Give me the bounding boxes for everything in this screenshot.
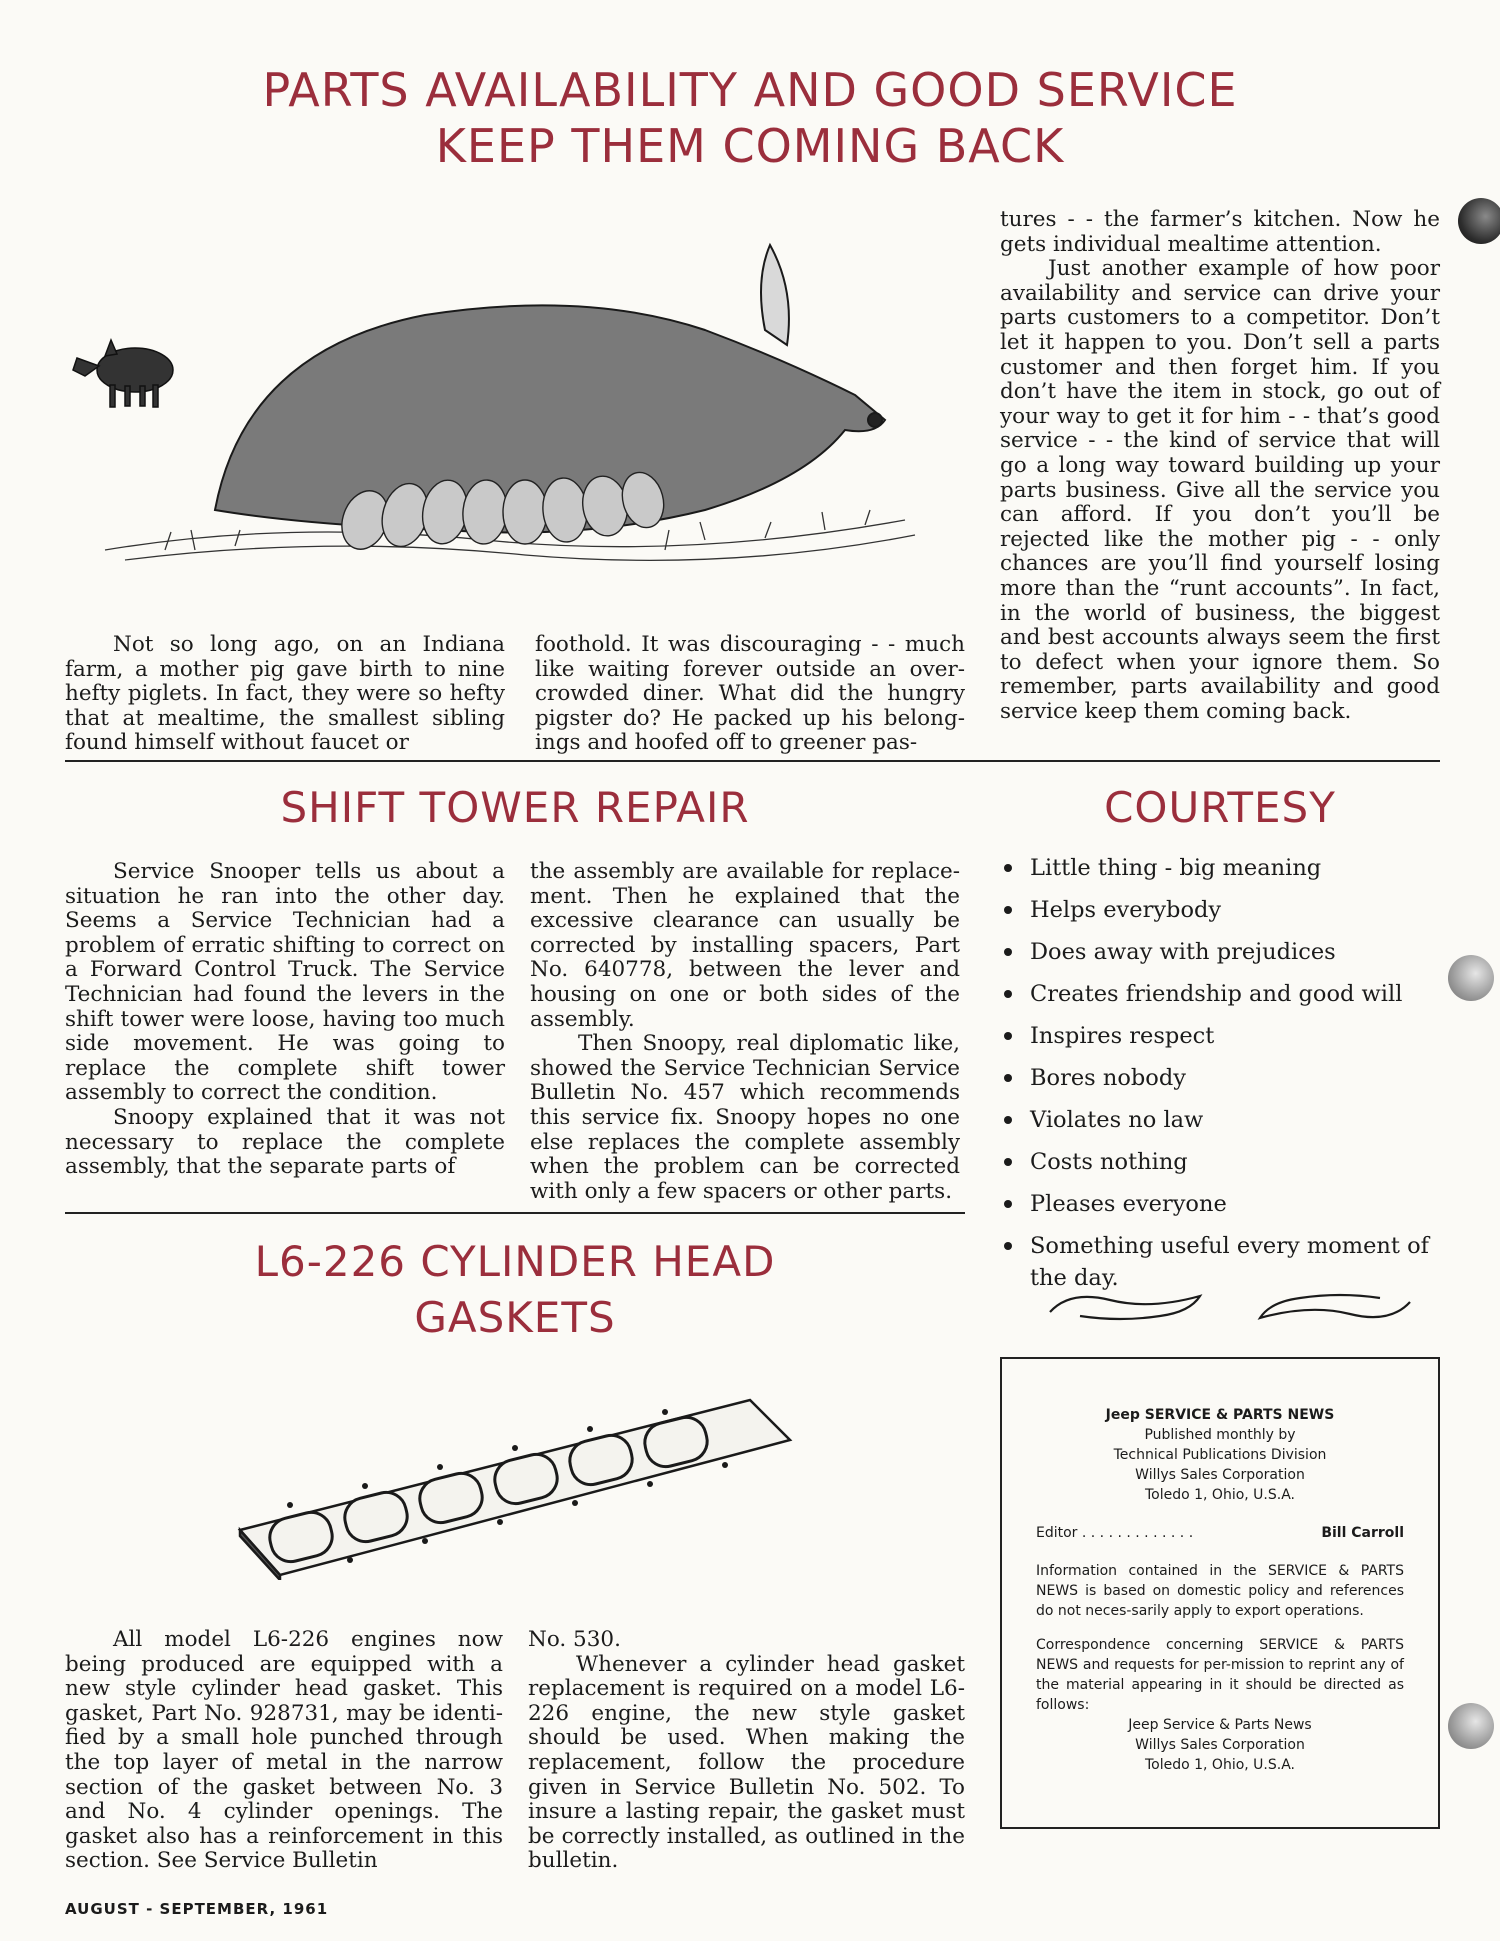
small-pig-icon bbox=[73, 340, 173, 407]
issue-date: AUGUST - SEPTEMBER, 1961 bbox=[65, 1900, 329, 1918]
story1-column-1 bbox=[65, 633, 505, 756]
binder-hole-middle bbox=[1448, 955, 1494, 1001]
gasket-column-1 bbox=[65, 1628, 503, 1874]
courtesy-item: Little thing - big meaning bbox=[1000, 852, 1440, 884]
gasket-title-line-1: L6-226 CYLINDER HEAD bbox=[254, 1237, 776, 1286]
story1-column-2 bbox=[535, 633, 965, 756]
address-line-2: Willys Sales Corporation bbox=[1135, 1737, 1305, 1753]
address-line-1: Jeep Service & Parts News bbox=[1128, 1717, 1312, 1733]
divider-top bbox=[65, 760, 1440, 762]
gasket-col2-para1: No. 530. bbox=[528, 1627, 621, 1652]
gasket-column-2 bbox=[528, 1628, 965, 1874]
courtesy-item: Helps everybody bbox=[1000, 894, 1440, 926]
gasket-illustration bbox=[230, 1380, 800, 1580]
courtesy-item: Does away with prejudices bbox=[1000, 936, 1440, 968]
courtesy-item: Costs nothing bbox=[1000, 1146, 1440, 1178]
courtesy-item: Violates no law bbox=[1000, 1104, 1440, 1136]
gasket-headline bbox=[65, 1234, 965, 1346]
editor-name: Bill Carroll bbox=[1321, 1525, 1404, 1541]
shift-col2-para1: the assembly are available for replace-ment. Then he explained that the excessive clearance can usually be corrected by installing spacers, Part No. 640778, between the lever and housing on one or both sides of the assembly. bbox=[530, 859, 960, 1032]
divider-middle bbox=[65, 1212, 965, 1214]
binder-hole-top bbox=[1458, 198, 1500, 244]
story1-col1-text: Not so long ago, on an Indiana farm, a mother pig gave birth to nine hefty piglets. In fact, they were so hefty that at mealtime, the smallest sibling found himself without faucet or bbox=[65, 632, 505, 756]
shift-col1-para1: Service Snooper tells us about a situation he ran into the other day. Seems a Service Technician had a problem of erratic shifting to correct on a Forward Control Truck. The Service Technician had found the levers in the shift tower were loose, having too much side movement. He was going to replace the complete shift tower assembly to correct the condition. bbox=[65, 859, 505, 1106]
info-disclaimer: Information contained in the SERVICE & PARTS NEWS is based on domestic policy and references do not neces-sarily apply to export operations. bbox=[1036, 1563, 1404, 1619]
headline-line-1: PARTS AVAILABILITY AND GOOD SERVICE bbox=[262, 63, 1238, 117]
shift-col1-para2: Snoopy explained that it was not necessary to replace the complete assembly, that the separate parts of bbox=[65, 1104, 505, 1180]
courtesy-item: Bores nobody bbox=[1000, 1062, 1440, 1094]
gasket-col1-text: All model L6-226 engines now being produced are equipped with a new style cylinder head gasket. This gasket, Part No. 928731, may be identi-fied by a small hole punched through the top layer of metal in the narrow section of the gasket between No. 3 and No. 4 cylinder openings. The gasket also has a reinforcement in this section. See Service Bulletin bbox=[65, 1627, 503, 1874]
pig-illustration bbox=[65, 220, 965, 600]
headline-line-2: KEEP THEM COMING BACK bbox=[435, 119, 1065, 173]
info-correspondence: Correspondence concerning SERVICE & PARTS NEWS and requests for per-mission to reprint any of the material appearing in it should be directed as follows: bbox=[1036, 1637, 1404, 1713]
gasket-col2-para2: Whenever a cylinder head gasket replacement is required on a model L6-226 engine, the new style gasket should be used. When making the replacement, follow the procedure given in Service Bulletin No. 502. To insure a lasting repair, the gasket must be correctly installed, as outlined in the bulletin. bbox=[528, 1651, 965, 1874]
info-line-3: Technical Publications Division bbox=[1113, 1447, 1327, 1463]
courtesy-item: Creates friendship and good will bbox=[1000, 978, 1440, 1010]
info-line-1: Jeep SERVICE & PARTS NEWS bbox=[1105, 1407, 1335, 1423]
address-line-3: Toledo 1, Ohio, U.S.A. bbox=[1144, 1757, 1295, 1773]
courtesy-item: Pleases everyone bbox=[1000, 1188, 1440, 1220]
courtesy-item: Inspires respect bbox=[1000, 1020, 1440, 1052]
story1-col3-para2: Just another example of how poor availability and service can drive your parts customers to a competitor. Don’t let it happen to you. Don’t sell a parts customer and then forget him. If you don’t have the item in stock, go out of your way to get it for him - - that’s good service - - the kind of service that will go a long way toward building up your parts business. Give all the service you can afford. If you don’t you’ll be rejected like the mother pig - - only chances are you’ll find yourself losing more than the “runt accounts”. In fact, in the world of business, the biggest and best accounts always seem the first to defect when your ignore them. So remember, parts availability and good service keep them coming back. bbox=[1000, 256, 1440, 724]
info-line-5: Toledo 1, Ohio, U.S.A. bbox=[1144, 1487, 1295, 1503]
courtesy-title: COURTESY bbox=[1104, 783, 1336, 832]
decorative-swirl-icon bbox=[1040, 1282, 1420, 1332]
story1-col2-text: foothold. It was discouraging - - much like waiting forever outside an over-crowded diner. What did the hungry pigster do? He packed up his belong-ings and hoofed off to greener pas- bbox=[535, 632, 965, 756]
shift-tower-title: SHIFT TOWER REPAIR bbox=[280, 783, 750, 832]
info-line-4: Willys Sales Corporation bbox=[1135, 1467, 1305, 1483]
shift-col2-para2: Then Snoopy, real diplomatic like, showed the Service Technician Service Bulletin No. 457 which recommends this service fix. Snoopy hopes no one else replaces the complete assembly when the problem can be corrected with only a few spacers or other parts. bbox=[530, 1031, 960, 1204]
editor-label: Editor . . . . . . . . . . . . . bbox=[1036, 1525, 1194, 1541]
shift-column-2 bbox=[530, 860, 960, 1204]
story1-column-3 bbox=[1000, 208, 1440, 724]
binder-hole-bottom bbox=[1448, 1703, 1494, 1749]
page-headline bbox=[0, 62, 1500, 174]
courtesy-list bbox=[1000, 852, 1440, 1304]
story1-col3-para1: tures - - the farmer’s kitchen. Now he gets individual mealtime attention. bbox=[1000, 207, 1440, 257]
editor-line bbox=[1036, 1523, 1404, 1543]
shift-column-1 bbox=[65, 860, 505, 1180]
info-line-2: Published monthly by bbox=[1144, 1427, 1296, 1443]
gasket-title-line-2: GASKETS bbox=[414, 1293, 616, 1342]
courtesy-item: Something useful every moment of the day. bbox=[1000, 1230, 1440, 1294]
publication-info-box bbox=[1000, 1357, 1440, 1829]
